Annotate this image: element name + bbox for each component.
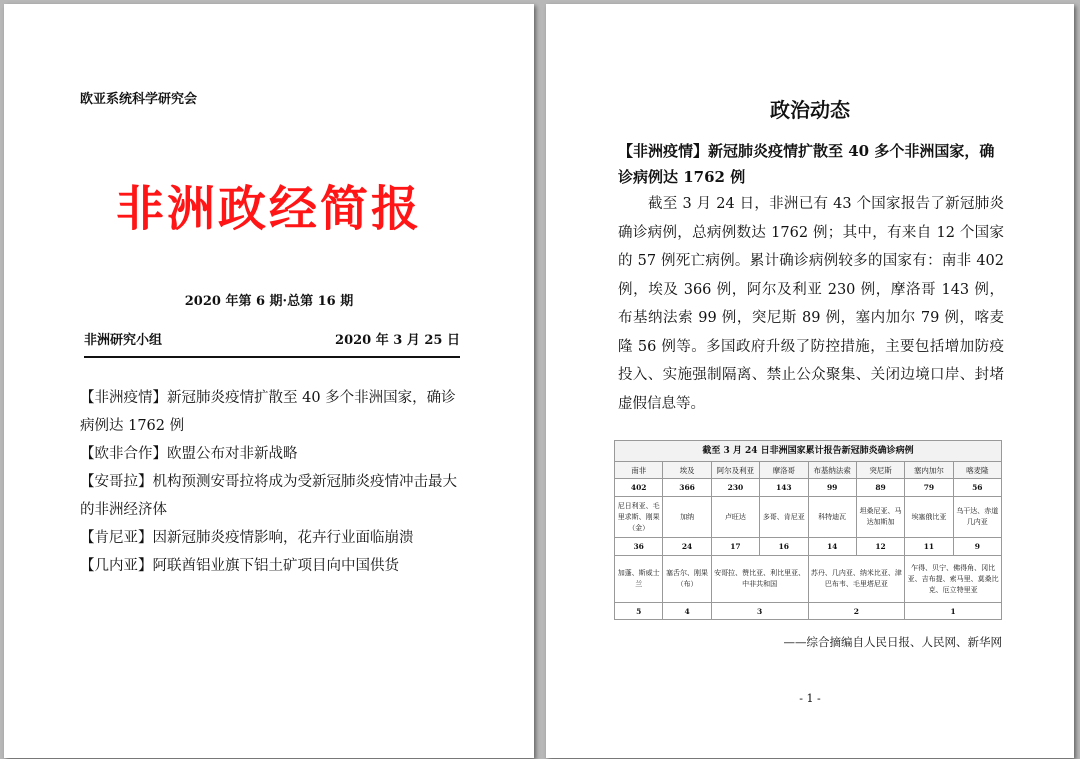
table-row bbox=[615, 538, 1002, 556]
table-row bbox=[615, 479, 1002, 497]
table-cell: 2 bbox=[808, 603, 905, 620]
organization-name: 欧亚系统科学研究会 bbox=[80, 92, 198, 107]
toc-item: 【非洲疫情】新冠肺炎疫情扩散至 40 多个非洲国家，确诊病例达 1762 例 bbox=[80, 390, 456, 434]
table-cell: 36 bbox=[615, 538, 663, 556]
table-cell: 366 bbox=[663, 479, 711, 497]
table-cell: 阿尔及利亚 bbox=[711, 462, 759, 479]
table-cell: 南非 bbox=[615, 462, 663, 479]
table-cell: 14 bbox=[808, 538, 856, 556]
table-cell: 5 bbox=[615, 603, 663, 620]
table-cell: 加纳 bbox=[663, 497, 711, 538]
publish-date: 2020 年 3 月 25 日 bbox=[335, 333, 460, 348]
page-number: - 1 - bbox=[799, 692, 821, 705]
table-cell: 1 bbox=[905, 603, 1002, 620]
table-cell: 9 bbox=[953, 538, 1001, 556]
table-cell: 56 bbox=[953, 479, 1001, 497]
table-cell: 16 bbox=[760, 538, 808, 556]
table-cell: 4 bbox=[663, 603, 711, 620]
toc-item: 【几内亚】阿联酋铝业旗下铝土矿项目向中国供货 bbox=[80, 558, 399, 574]
table-cell: 埃及 bbox=[663, 462, 711, 479]
table-cell: 11 bbox=[905, 538, 953, 556]
table-cell: 加蓬、斯威士兰 bbox=[615, 556, 663, 603]
source-note: ——综合摘编自人民日报、人民网、新华网 bbox=[783, 635, 1002, 649]
toc-item: 【安哥拉】机构预测安哥拉将成为受新冠肺炎疫情冲击最大的非洲经济体 bbox=[80, 474, 457, 518]
table-cell: 塞舌尔、刚果（布） bbox=[663, 556, 711, 603]
toc-item: 【欧非合作】欧盟公布对非新战略 bbox=[80, 446, 298, 462]
table-row bbox=[615, 497, 1002, 538]
table-cell: 89 bbox=[856, 479, 904, 497]
article-headline: 【非洲疫情】新冠肺炎疫情扩散至 40 多个非洲国家，确诊病例达 1762 例 bbox=[618, 142, 995, 186]
table-row bbox=[615, 556, 1002, 603]
table-cell: 摩洛哥 bbox=[760, 462, 808, 479]
table-cell: 科特迪瓦 bbox=[808, 497, 856, 538]
issue-number: 2020 年第 6 期·总第 16 期 bbox=[184, 294, 354, 309]
page-2 bbox=[546, 4, 1074, 758]
table-cell: 230 bbox=[711, 479, 759, 497]
table-row bbox=[615, 462, 1002, 479]
cases-table bbox=[614, 440, 1002, 620]
table-row bbox=[615, 603, 1002, 620]
table-cell: 乍得、贝宁、佛得角、冈比亚、吉布提、索马里、莫桑比克、厄立特里亚 bbox=[905, 556, 1002, 603]
table-cell: 143 bbox=[760, 479, 808, 497]
table-cell: 24 bbox=[663, 538, 711, 556]
article-body: 截至 3 月 24 日，非洲已有 43 个国家报告了新冠肺炎确诊病例，总病例数达 1762 例；其中，有来自 12 个国家的 57 例死亡病例。累计确诊病例较多的国家有：南非 402 例，埃及 366 例，阿尔及利亚 230 例，摩洛哥 143 例，布基纳法索 99 例，突尼斯 89 例，塞内加尔 79 例，喀麦隆 56 例等。多国政府升级了防控措施，主要包括增加防疫投入、实施强制隔离、禁止公众聚集、关闭边境口岸、封堵虚假信息等。 bbox=[618, 196, 1004, 412]
toc-item: 【肯尼亚】因新冠肺炎疫情影响，花卉行业面临崩溃 bbox=[80, 530, 414, 546]
bulletin-title: 非洲政经简报 bbox=[115, 181, 422, 237]
table-cell: 乌干达、赤道几内亚 bbox=[953, 497, 1001, 538]
table-cell: 喀麦隆 bbox=[953, 462, 1001, 479]
table-cell: 苏丹、几内亚、纳米比亚、津巴布韦、毛里塔尼亚 bbox=[808, 556, 905, 603]
masthead-line bbox=[84, 329, 460, 358]
table-cell: 尼日利亚、毛里求斯、刚果（金） bbox=[615, 497, 663, 538]
table-cell: 17 bbox=[711, 538, 759, 556]
table-caption: 截至 3 月 24 日非洲国家累计报告新冠肺炎确诊病例 bbox=[615, 441, 1002, 462]
table-cell: 3 bbox=[711, 603, 808, 620]
table-cell: 402 bbox=[615, 479, 663, 497]
section-title: 政治动态 bbox=[770, 98, 850, 122]
page-1 bbox=[4, 4, 534, 758]
table-cell: 99 bbox=[808, 479, 856, 497]
table-cell: 12 bbox=[856, 538, 904, 556]
table-cell: 布基纳法索 bbox=[808, 462, 856, 479]
table-of-contents bbox=[80, 384, 470, 580]
table-cell: 79 bbox=[905, 479, 953, 497]
research-group: 非洲研究小组 bbox=[84, 333, 163, 348]
table-cell: 塞内加尔 bbox=[905, 462, 953, 479]
table-cell: 坦桑尼亚、马达加斯加 bbox=[856, 497, 904, 538]
table-cell: 埃塞俄比亚 bbox=[905, 497, 953, 538]
table-cell: 安哥拉、赞比亚、利比里亚、中非共和国 bbox=[711, 556, 808, 603]
table-cell: 卢旺达 bbox=[711, 497, 759, 538]
table-cell: 多哥、肯尼亚 bbox=[760, 497, 808, 538]
table-cell: 突尼斯 bbox=[856, 462, 904, 479]
